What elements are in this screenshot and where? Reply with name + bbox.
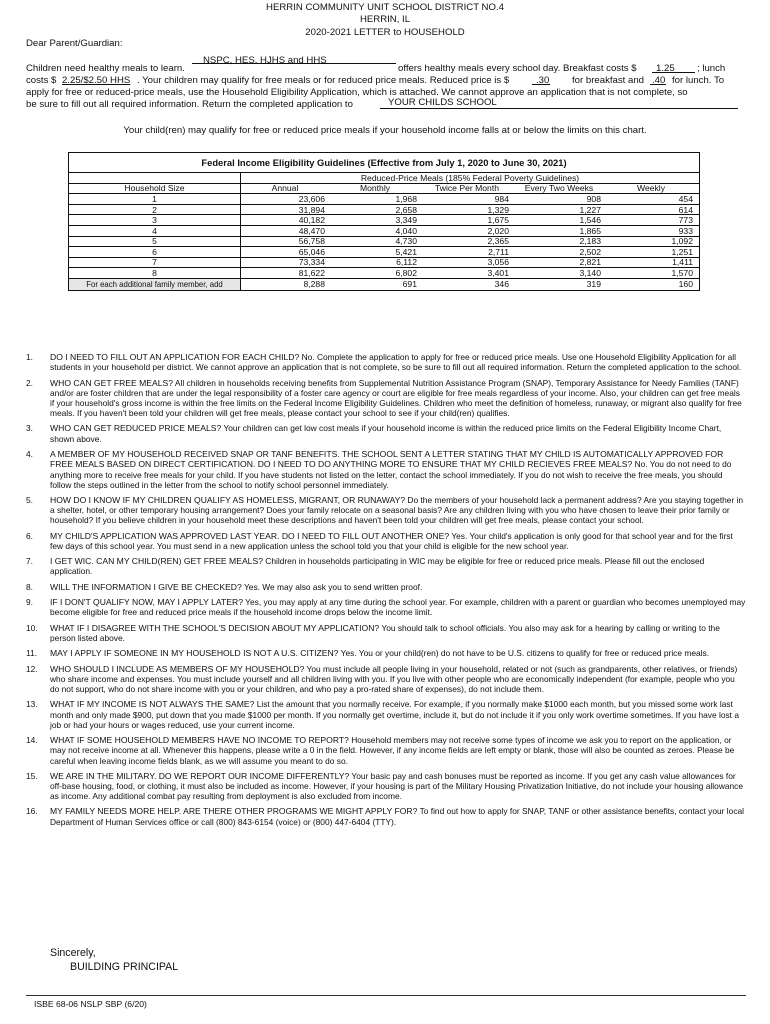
faq-body	[50, 378, 746, 419]
faq-item	[26, 449, 746, 490]
table-row	[69, 247, 699, 258]
income-cell: 2,658	[395, 204, 417, 215]
faq-item	[26, 556, 746, 576]
income-cell: 2,365	[487, 236, 509, 247]
lunch-cost-fill: 2.25/$2.50 HHS	[62, 75, 131, 86]
column-header: Household Size	[69, 184, 241, 194]
household-size-cell: 2	[69, 205, 241, 215]
intro-line-1c: ; lunch	[697, 63, 726, 74]
faq-answer: You should talk to school officials. You also may ask for a hearing by calling or writing to the person listed above.	[50, 622, 720, 644]
faq-answer: Your children can get low cost meals if your household income is within the reduced price limits on the Federal Eligibility Income Chart, shown above.	[50, 423, 722, 444]
faq-answer: All children in households receiving benefits from Supplemental Nutrition Assistance Program (SNAP), Temporary Assistance for Needy Families (TANF) and/or are foster children that are under the legal responsibility of a foster care agency or court are eligible for free meals regardless of your income. Also, your children can get free meals if your household's gross income is within the free limits on the Federal Income Eligibility Guidelines. Children who meet the definition of homeless, runaway, or migrant also qualify for free meals. If you haven't been told your children will get free meals, please contact your school to see if your child(ren) qualifies.	[50, 377, 742, 419]
faq-number: 10.	[26, 622, 38, 633]
faq-question: I GET WIC. CAN MY CHILD(REN) GET FREE MEALS?	[50, 556, 263, 567]
faq-answer: Yes. We may also ask you to send written proof.	[241, 581, 423, 592]
household-size-cell: 3	[69, 215, 241, 225]
income-cell: 4,730	[395, 236, 417, 247]
column-header: Every Two Weeks	[524, 183, 594, 194]
table-body	[69, 194, 699, 289]
faq-number: 9.	[26, 597, 33, 608]
column-header: Monthly	[359, 183, 391, 194]
faq-number: 5.	[26, 494, 33, 505]
reduced-lunch-fill: .40	[652, 75, 666, 86]
intro-line-1b: offers healthy meals every school day. Breakfast costs $	[398, 63, 637, 74]
income-cell: 3,140	[579, 268, 601, 279]
closing-signer: BUILDING PRINCIPAL	[70, 961, 179, 973]
faq-body	[50, 664, 746, 694]
faq-item	[26, 597, 746, 617]
faq-item	[26, 771, 746, 801]
household-size-cell: 1	[69, 194, 241, 204]
faq-body	[50, 771, 746, 801]
table-row	[69, 194, 699, 205]
income-cell: 908	[586, 193, 601, 204]
income-cell: 614	[678, 204, 693, 215]
faq-item	[26, 423, 746, 443]
household-size-cell: For each additional family member, add	[69, 279, 241, 290]
column-header: Annual	[271, 183, 299, 194]
faq-question: MY FAMILY NEEDS MORE HELP. ARE THERE OTHER PROGRAMS WE MIGHT APPLY FOR?	[50, 806, 418, 817]
income-cell: 773	[678, 215, 693, 226]
income-cell: 346	[494, 279, 509, 290]
income-cell: 31,894	[298, 204, 325, 215]
income-cell: 2,502	[579, 246, 601, 257]
breakfast-cost-underline	[652, 72, 695, 73]
faq-question: WILL THE INFORMATION I GIVE BE CHECKED?	[50, 581, 242, 592]
income-cell: 3,056	[487, 257, 509, 268]
income-cell: 3,349	[395, 215, 417, 226]
return-to-fill: YOUR CHILDS SCHOOL	[388, 97, 497, 108]
faq-body	[50, 352, 746, 372]
income-cell: 1,411	[672, 257, 693, 268]
faq-body	[50, 623, 746, 643]
intro-line-1a: Children need healthy meals to learn.	[26, 63, 185, 74]
faq-answer: Household members may not receive some types of income we ask you to report on the application, or may not receive income at all. Whenever this happens, please write a 0 in the field. However, if any income fields are left empty or blank, those will also be counted as zeroes. Please be careful when leaving income fields blank, as we will assume you meant to do so.	[50, 735, 735, 766]
faq-question: WHAT IF SOME HOUSEHOLD MEMBERS HAVE NO INCOME TO REPORT?	[50, 735, 349, 746]
income-cell: 1,968	[395, 193, 417, 204]
income-cell: 454	[678, 193, 693, 204]
income-cell: 23,606	[298, 193, 325, 204]
faq-answer: Your basic pay and cash bonuses must be reported as income. If you get any cash value allowances for off-base housing, food, or clothing, it must also be included as income. However, if your housing is part of the Military Housing Privatization Initiative, do not include your housing allowance as income. Any additional combat pay resulting from deployment is also excluded from income.	[50, 770, 744, 802]
faq-body	[50, 699, 746, 729]
household-size-cell: 6	[69, 247, 241, 257]
faq-item	[26, 352, 746, 372]
income-cell: 4,040	[395, 225, 417, 236]
faq-number: 2.	[26, 377, 33, 388]
income-cell: 933	[678, 225, 693, 236]
household-size-cell: 7	[69, 258, 241, 268]
faq-question: A MEMBER OF MY HOUSEHOLD RECEIVED SNAP OR TANF BENEFITS. THE SCHOOL SENT A LETTER STATING THAT MY CHILD IS AUTOMATICALLY APPROVED FOR FREE MEALS BASED ON DIRECT CERTIFICATION. DO I NEED TO DO ANYTHING MORE TO ENSURE THAT MY CHILD RECIEVES FREE MEALS?	[50, 448, 724, 470]
faq-body	[50, 449, 746, 490]
faq-answer: To find out how to apply for SNAP, TANF or other assistance benefits, contact your local Department of Human Services office or call (800) 843-6154 (voice) or (800) 447-6404 (TTY).	[50, 806, 745, 827]
form-number: ISBE 68-06 NSLP SBP (6/20)	[34, 999, 147, 1009]
faq-question: WHAT IF MY INCOME IS NOT ALWAYS THE SAME?	[50, 699, 255, 710]
income-cell: 2,183	[579, 236, 601, 247]
breakfast-cost-fill: 1.25	[656, 63, 675, 74]
faq-number: 12.	[26, 663, 38, 674]
faq-answer: Yes, you may apply at any time during the school year. For example, children with a parent or guardian who becomes unemployed may become eligible for free and reduced price meals if the household income drops below the income limit.	[50, 597, 746, 618]
letter-title: 2020-2021 LETTER to HOUSEHOLD	[305, 27, 465, 38]
column-header: Weekly	[636, 183, 666, 194]
faq-answer: You must include all people living in your household, related or not (such as grandparents, other relatives, or friends) who share income and expenses. You must include yourself and all children living with you. If you live with other people who are economically independent (for example, people who you do not support, who do not share income with you or your children, and who pay a pro-rated share of expenses), do not include them.	[50, 663, 738, 695]
income-cell: 1,227	[579, 204, 601, 215]
faq-number: 13.	[26, 699, 38, 710]
income-cell: 319	[586, 279, 601, 290]
table-row	[69, 268, 699, 279]
income-cell: 160	[678, 279, 693, 290]
faq-item	[26, 623, 746, 643]
faq-item	[26, 699, 746, 729]
reduced-lunch-underline	[650, 84, 666, 85]
faq-number: 16.	[26, 806, 38, 817]
income-cell: 1,865	[579, 225, 601, 236]
faq-body	[50, 531, 746, 551]
intro-line-2b: . Your children may qualify for free meals or for reduced price meals. Reduced price is $	[137, 75, 510, 86]
faq-question: MY CHILD'S APPLICATION WAS APPROVED LAST YEAR. DO I NEED TO FILL OUT ANOTHER ONE?	[50, 530, 450, 541]
intro-line-2a: costs $	[26, 75, 57, 86]
district-location: HERRIN, IL	[359, 14, 411, 25]
faq-item	[26, 531, 746, 551]
faq-number: 14.	[26, 735, 38, 746]
faq-item	[26, 664, 746, 694]
intro-line-3: apply for free or reduced-price meals, use the Household Eligibility Application, which is attached. We cannot approve an application that is not complete, so	[26, 87, 688, 98]
table-title: Federal Income Eligibility Guidelines (Effective from July 1, 2020 to June 30, 2021)	[201, 156, 567, 168]
income-cell: 1,546	[579, 215, 601, 226]
faq-item	[26, 648, 746, 658]
faq-question: DO I NEED TO FILL OUT AN APPLICATION FOR EACH CHILD?	[50, 352, 300, 362]
faq-body	[50, 423, 746, 443]
faq-question: WHAT IF I DISAGREE WITH THE SCHOOL'S DECISION ABOUT MY APPLICATION?	[50, 622, 380, 633]
table-row	[69, 226, 699, 237]
faq-answer: List the amount that you normally receive. For example, if you normally make $1000 each month, but you missed some work last month and only made $900, put down that you made $1000 per month. If you normally get overtime, include it, but do not include it if you only work overtime sometimes. If you have lost a job or had your hours or wages reduced, use your current income.	[50, 699, 739, 730]
schools-fill: NSPC, HES, HJHS and HHS	[203, 55, 327, 66]
income-cell: 2,821	[579, 257, 601, 268]
faq-question: IF I DON'T QUALIFY NOW, MAY I APPLY LATER?	[50, 597, 243, 608]
faq-answer: No. Complete the application to apply for free or reduced price meals. Use one Household Eligibility Application for all students in your household per district. We cannot approve an application that is not complete, so be sure to fill out all required information. Return the completed application to the school.	[50, 352, 742, 373]
income-cell: 81,622	[298, 268, 325, 279]
district-name: HERRIN COMMUNITY UNIT SCHOOL DISTRICT NO.4	[266, 2, 504, 13]
income-cell: 65,046	[298, 246, 325, 257]
closing-sincerely: Sincerely,	[50, 947, 96, 959]
income-cell: 1,251	[671, 246, 693, 257]
faq-question: WHO SHOULD I INCLUDE AS MEMBERS OF MY HOUSEHOLD?	[50, 663, 305, 674]
faq-question: HOW DO I KNOW IF MY CHILDREN QUALIFY AS HOMELESS, MIGRANT, OR RUNAWAY?	[50, 494, 406, 505]
table-row	[69, 258, 699, 269]
faq-answer: Do the members of your household lack a permanent address? Are you staying together in a shelter, hotel, or other temporary housing arrangement? Does your family relocate on a seasonal basis? Are any children living with you who have chosen to leave their prior family or household? If you believe children in your household meet these descriptions and haven't been told your children will get free meals, please contact your school.	[50, 494, 744, 526]
table-title-row	[69, 153, 699, 173]
income-cell: 73,334	[298, 257, 325, 268]
faq-item	[26, 735, 746, 765]
income-cell: 6,112	[396, 257, 417, 268]
income-cell: 1,329	[487, 204, 509, 215]
column-header: Twice Per Month	[435, 183, 499, 194]
intro-line-2c: for breakfast and	[572, 75, 644, 86]
faq-item	[26, 806, 746, 826]
faq-answer: Children in households participating in WIC may be eligible for free or reduced price meals. Please fill out the enclosed application.	[50, 556, 705, 577]
income-cell: 2,020	[487, 225, 509, 236]
faq-number: 8.	[26, 581, 33, 592]
faq-item	[26, 495, 746, 525]
faq-question: WE ARE IN THE MILITARY. DO WE REPORT OUR INCOME DIFFERENTLY?	[50, 770, 350, 781]
faq-body	[50, 806, 746, 826]
faq-answer: No. You do not need to do anything more to receive free meals for your child. If you have students not listed on the letter, contact the school immediately. If you do not wish to receive the free meals, you should follow the steps outlined in the letter from the school to notify school personnel immediately.	[50, 459, 732, 490]
faq-body	[50, 597, 746, 617]
faq-body	[50, 648, 746, 658]
faq-answer: Yes. You or your child(ren) do not have to be U.S. citizens to qualify for free or reduced price meals.	[338, 648, 710, 659]
reduced-breakfast-underline	[532, 84, 550, 85]
faq-body	[50, 582, 746, 592]
household-size-cell: 4	[69, 226, 241, 236]
return-to-underline	[380, 108, 738, 109]
income-cell: 40,182	[298, 215, 325, 226]
table-row	[69, 237, 699, 248]
faq-number: 6.	[26, 530, 33, 541]
income-cell: 48,470	[298, 225, 325, 236]
faq-number: 7.	[26, 556, 33, 567]
income-cell: 691	[402, 279, 417, 290]
faq-body	[50, 556, 746, 576]
faq-body	[50, 495, 746, 525]
income-cell: 6,802	[395, 268, 417, 279]
faq-item	[26, 378, 746, 419]
qualify-note: Your child(ren) may qualify for free or reduced price meals if your household income falls at or below the limits on this chart.	[123, 125, 647, 136]
income-cell: 3,401	[487, 268, 509, 279]
table-subtitle: Reduced-Price Meals (185% Federal Poverty Guidelines)	[360, 172, 580, 183]
faq-body	[50, 735, 746, 765]
income-cell: 5,421	[395, 246, 417, 257]
income-cell: 984	[494, 193, 509, 204]
table-blank-cell	[69, 173, 241, 183]
faq-question: WHO CAN GET FREE MEALS?	[50, 377, 174, 388]
table-subheader-row	[69, 173, 699, 184]
income-cell: 2,711	[488, 246, 509, 257]
table-row	[69, 215, 699, 226]
intro-line-4: be sure to fill out all required information. Return the completed application to	[26, 99, 353, 110]
intro-line-2d: for lunch. To	[672, 75, 725, 86]
income-cell: 1,092	[671, 236, 693, 247]
income-cell: 8,288	[303, 279, 325, 290]
faq-number: 1.	[26, 352, 33, 362]
schools-underline	[192, 63, 396, 64]
table-header-row	[69, 184, 699, 195]
income-cell: 56,758	[298, 236, 325, 247]
income-cell: 1,570	[671, 268, 693, 279]
greeting: Dear Parent/Guardian:	[26, 38, 123, 49]
faq-number: 11.	[26, 648, 38, 659]
faq-answer: Yes. Your child's application is only good for that school year and for the first few days of this school year. You must send in a new application unless the school told you that your child is eligible for the new school year.	[50, 530, 733, 551]
faq-question: MAY I APPLY IF SOMEONE IN MY HOUSEHOLD IS NOT A U.S. CITIZEN?	[50, 648, 339, 659]
household-size-cell: 5	[69, 237, 241, 247]
household-size-cell: 8	[69, 268, 241, 278]
faq-list	[26, 352, 746, 832]
income-cell: 1,675	[487, 215, 509, 226]
table-row	[69, 205, 699, 216]
faq-number: 15.	[26, 770, 38, 781]
reduced-breakfast-fill: .30	[536, 75, 550, 86]
income-eligibility-table	[68, 152, 700, 291]
faq-question: WHO CAN GET REDUCED PRICE MEALS?	[50, 423, 222, 434]
faq-number: 3.	[26, 423, 33, 434]
faq-number: 4.	[26, 448, 33, 459]
footer-rule	[26, 995, 746, 996]
table-row	[69, 279, 699, 290]
faq-item	[26, 582, 746, 592]
